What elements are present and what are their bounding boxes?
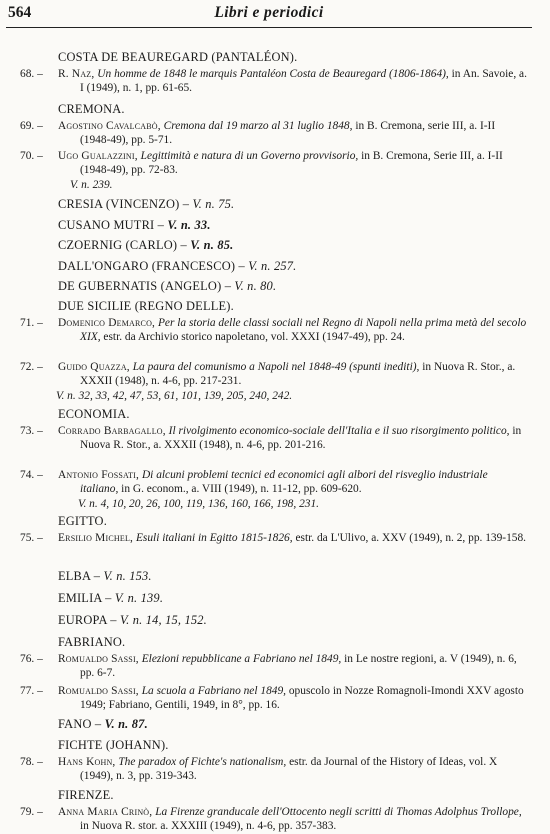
entry-publication: in An. Savoie, a. I (1949), n. 1, pp. 61-65.: [80, 68, 527, 95]
entry-body: [58, 684, 528, 713]
entry-body: [58, 755, 528, 784]
entry-title: Elezioni repubblicane a Fabriano nel 1849,: [141, 653, 342, 665]
entry-publication: estr. da Archivio storico napoletano, vol. XXXI (1947-49), pp. 24.: [103, 331, 405, 344]
entry-author: Corrado Barbagallo,: [58, 425, 166, 437]
entry-title: The paradox of Fichte's nationalism,: [118, 756, 287, 768]
entry-number: 70. –: [20, 150, 43, 162]
index-heading: CRESIA (VINCENZO) – V. n. 75.: [58, 197, 235, 211]
entry-number: 69. –: [20, 120, 43, 132]
entry-title: Un homme de 1848 le marquis Pantaléon Costa de Beauregard (1806-1864),: [97, 68, 449, 80]
entry-body: [58, 119, 528, 148]
see-also: V. n. 4, 10, 20, 26, 100, 119, 136, 160, 166, 198, 231.: [78, 498, 319, 510]
entry-author: Ersilio Michel,: [58, 532, 134, 544]
entry-author: Domenico Demarco,: [58, 317, 156, 329]
entry-author: Ugo Gualazzini,: [58, 150, 138, 162]
index-heading: EUROPA – V. n. 14, 15, 152.: [58, 613, 207, 627]
entry-author: Romualdo Sassi,: [58, 653, 139, 665]
entry-publication: estr. da Journal of the History of Ideas, vol. X (1949), n. 3, pp. 319-343.: [80, 756, 498, 783]
entry-publication: opuscolo in Nozze Romagnoli-Imondi XXV agosto 1949; Fabriano, Gentili, 1949, in 8°, pp. 16.: [80, 685, 524, 712]
entry-body: [58, 316, 528, 345]
entry-body: [58, 360, 528, 389]
section-heading: DUE SICILIE (REGNO DELLE).: [58, 299, 234, 313]
entry-title: La paura del comunismo a Napoli nel 1848-49 (spunti inediti),: [132, 361, 420, 373]
index-heading: CZOERNIG (CARLO) – V. n. 85.: [58, 238, 234, 252]
see-also: V. n. 239.: [70, 179, 113, 191]
entry-author: Romualdo Sassi,: [58, 685, 139, 697]
entry-publication: in Nuova R. Stor., a. XXXII (1948), n. 4-6, pp. 201-216.: [80, 425, 522, 452]
entry-author: Guido Quazza,: [58, 361, 130, 373]
section-heading: ECONOMIA.: [58, 407, 130, 421]
entry-number: 68. –: [20, 68, 43, 80]
section-heading: COSTA DE BEAUREGARD (PANTALÉON).: [58, 50, 298, 64]
entry-author: Antonio Fossati,: [58, 469, 140, 481]
entry-number: 74. –: [20, 469, 43, 481]
section-heading: FICHTE (JOHANN).: [58, 738, 169, 752]
see-also: V. n. 32, 33, 42, 47, 53, 61, 101, 139, 205, 240, 242.: [56, 390, 293, 402]
entry-publication: in G. econom., a. VIII (1949), n. 11-12, pp. 609-620.: [121, 483, 362, 496]
running-title: Libri e periodici: [214, 4, 324, 21]
page-header: [8, 2, 530, 24]
header-rule: [6, 27, 532, 28]
index-heading: DALL'ONGARO (FRANCESCO) – V. n. 257.: [58, 259, 297, 273]
page-number: 564: [8, 4, 32, 21]
entry-number: 79. –: [20, 806, 43, 818]
entry-publication: in B. Cremona, serie III, a. I-II (1948-49), pp. 5-71.: [80, 120, 496, 147]
entry-publication: in B. Cremona, Serie III, a. I-II (1948-49), pp. 72-83.: [80, 150, 503, 177]
entry-body: [58, 531, 528, 545]
entry-author: Anna Maria Crinò,: [58, 806, 153, 818]
entry-title: Il rivolgimento economico-sociale dell'Italia e il suo risorgimento politico,: [168, 425, 510, 437]
entry-publication: estr. da L'Ulivo, a. XXV (1949), n. 2, pp. 139-158.: [295, 532, 527, 544]
section-heading: CREMONA.: [58, 102, 125, 116]
entry-number: 75. –: [20, 532, 43, 544]
index-heading: EMILIA – V. n. 139.: [58, 591, 164, 605]
entry-number: 73. –: [20, 425, 43, 437]
section-heading: FABRIANO.: [58, 635, 126, 649]
entry-body: [58, 149, 528, 178]
section-heading: FIRENZE.: [58, 788, 114, 802]
entry-title: Di alcuni problemi tecnici ed economici agli albori del risveglio industriale italiano,: [80, 469, 488, 496]
entry-body: [58, 805, 528, 834]
entry-publication: in Nuova R. stor. a. XXXIII (1949), n. 4-6, pp. 357-383.: [80, 820, 337, 833]
entry-author: R. Naz,: [58, 68, 95, 80]
index-heading: ELBA – V. n. 153.: [58, 569, 152, 583]
entry-body: [58, 67, 528, 96]
entry-title: La Firenze granducale dell'Ottocento negli scritti di Thomas Adolphus Trollope,: [155, 806, 522, 818]
entry-number: 77. –: [20, 685, 43, 697]
entry-title: Cremona dal 19 marzo al 31 luglio 1848,: [163, 120, 353, 132]
entry-author: Hans Kohn,: [58, 756, 116, 768]
entry-title: Per la storia delle classi sociali nel Regno di Napoli nella prima metà del secolo XIX,: [80, 317, 527, 344]
entry-author: Agostino Cavalcabò,: [58, 120, 161, 132]
entry-publication: in Le nostre regioni, a. V (1949), n. 6, pp. 6-7.: [80, 653, 517, 680]
index-heading: CUSANO MUTRI – V. n. 33.: [58, 218, 211, 232]
entry-title: Legittimità e natura di un Governo provvisorio,: [140, 150, 359, 162]
entry-number: 71. –: [20, 317, 43, 329]
entry-number: 72. –: [20, 361, 43, 373]
entry-number: 76. –: [20, 653, 43, 665]
entry-title: La scuola a Fabriano nel 1849,: [141, 685, 286, 697]
entry-number: 78. –: [20, 756, 43, 768]
section-heading: EGITTO.: [58, 514, 108, 528]
index-heading: FANO – V. n. 87.: [58, 717, 148, 731]
entry-body: [58, 468, 528, 497]
entry-body: [58, 652, 528, 681]
entry-publication: in Nuova R. Stor., a. XXXII (1948), n. 4-6, pp. 217-231.: [80, 361, 516, 388]
entry-body: [58, 424, 528, 453]
entry-title: Esuli italiani in Egitto 1815-1826,: [135, 532, 293, 544]
index-heading: DE GUBERNATIS (ANGELO) – V. n. 80.: [58, 279, 277, 293]
